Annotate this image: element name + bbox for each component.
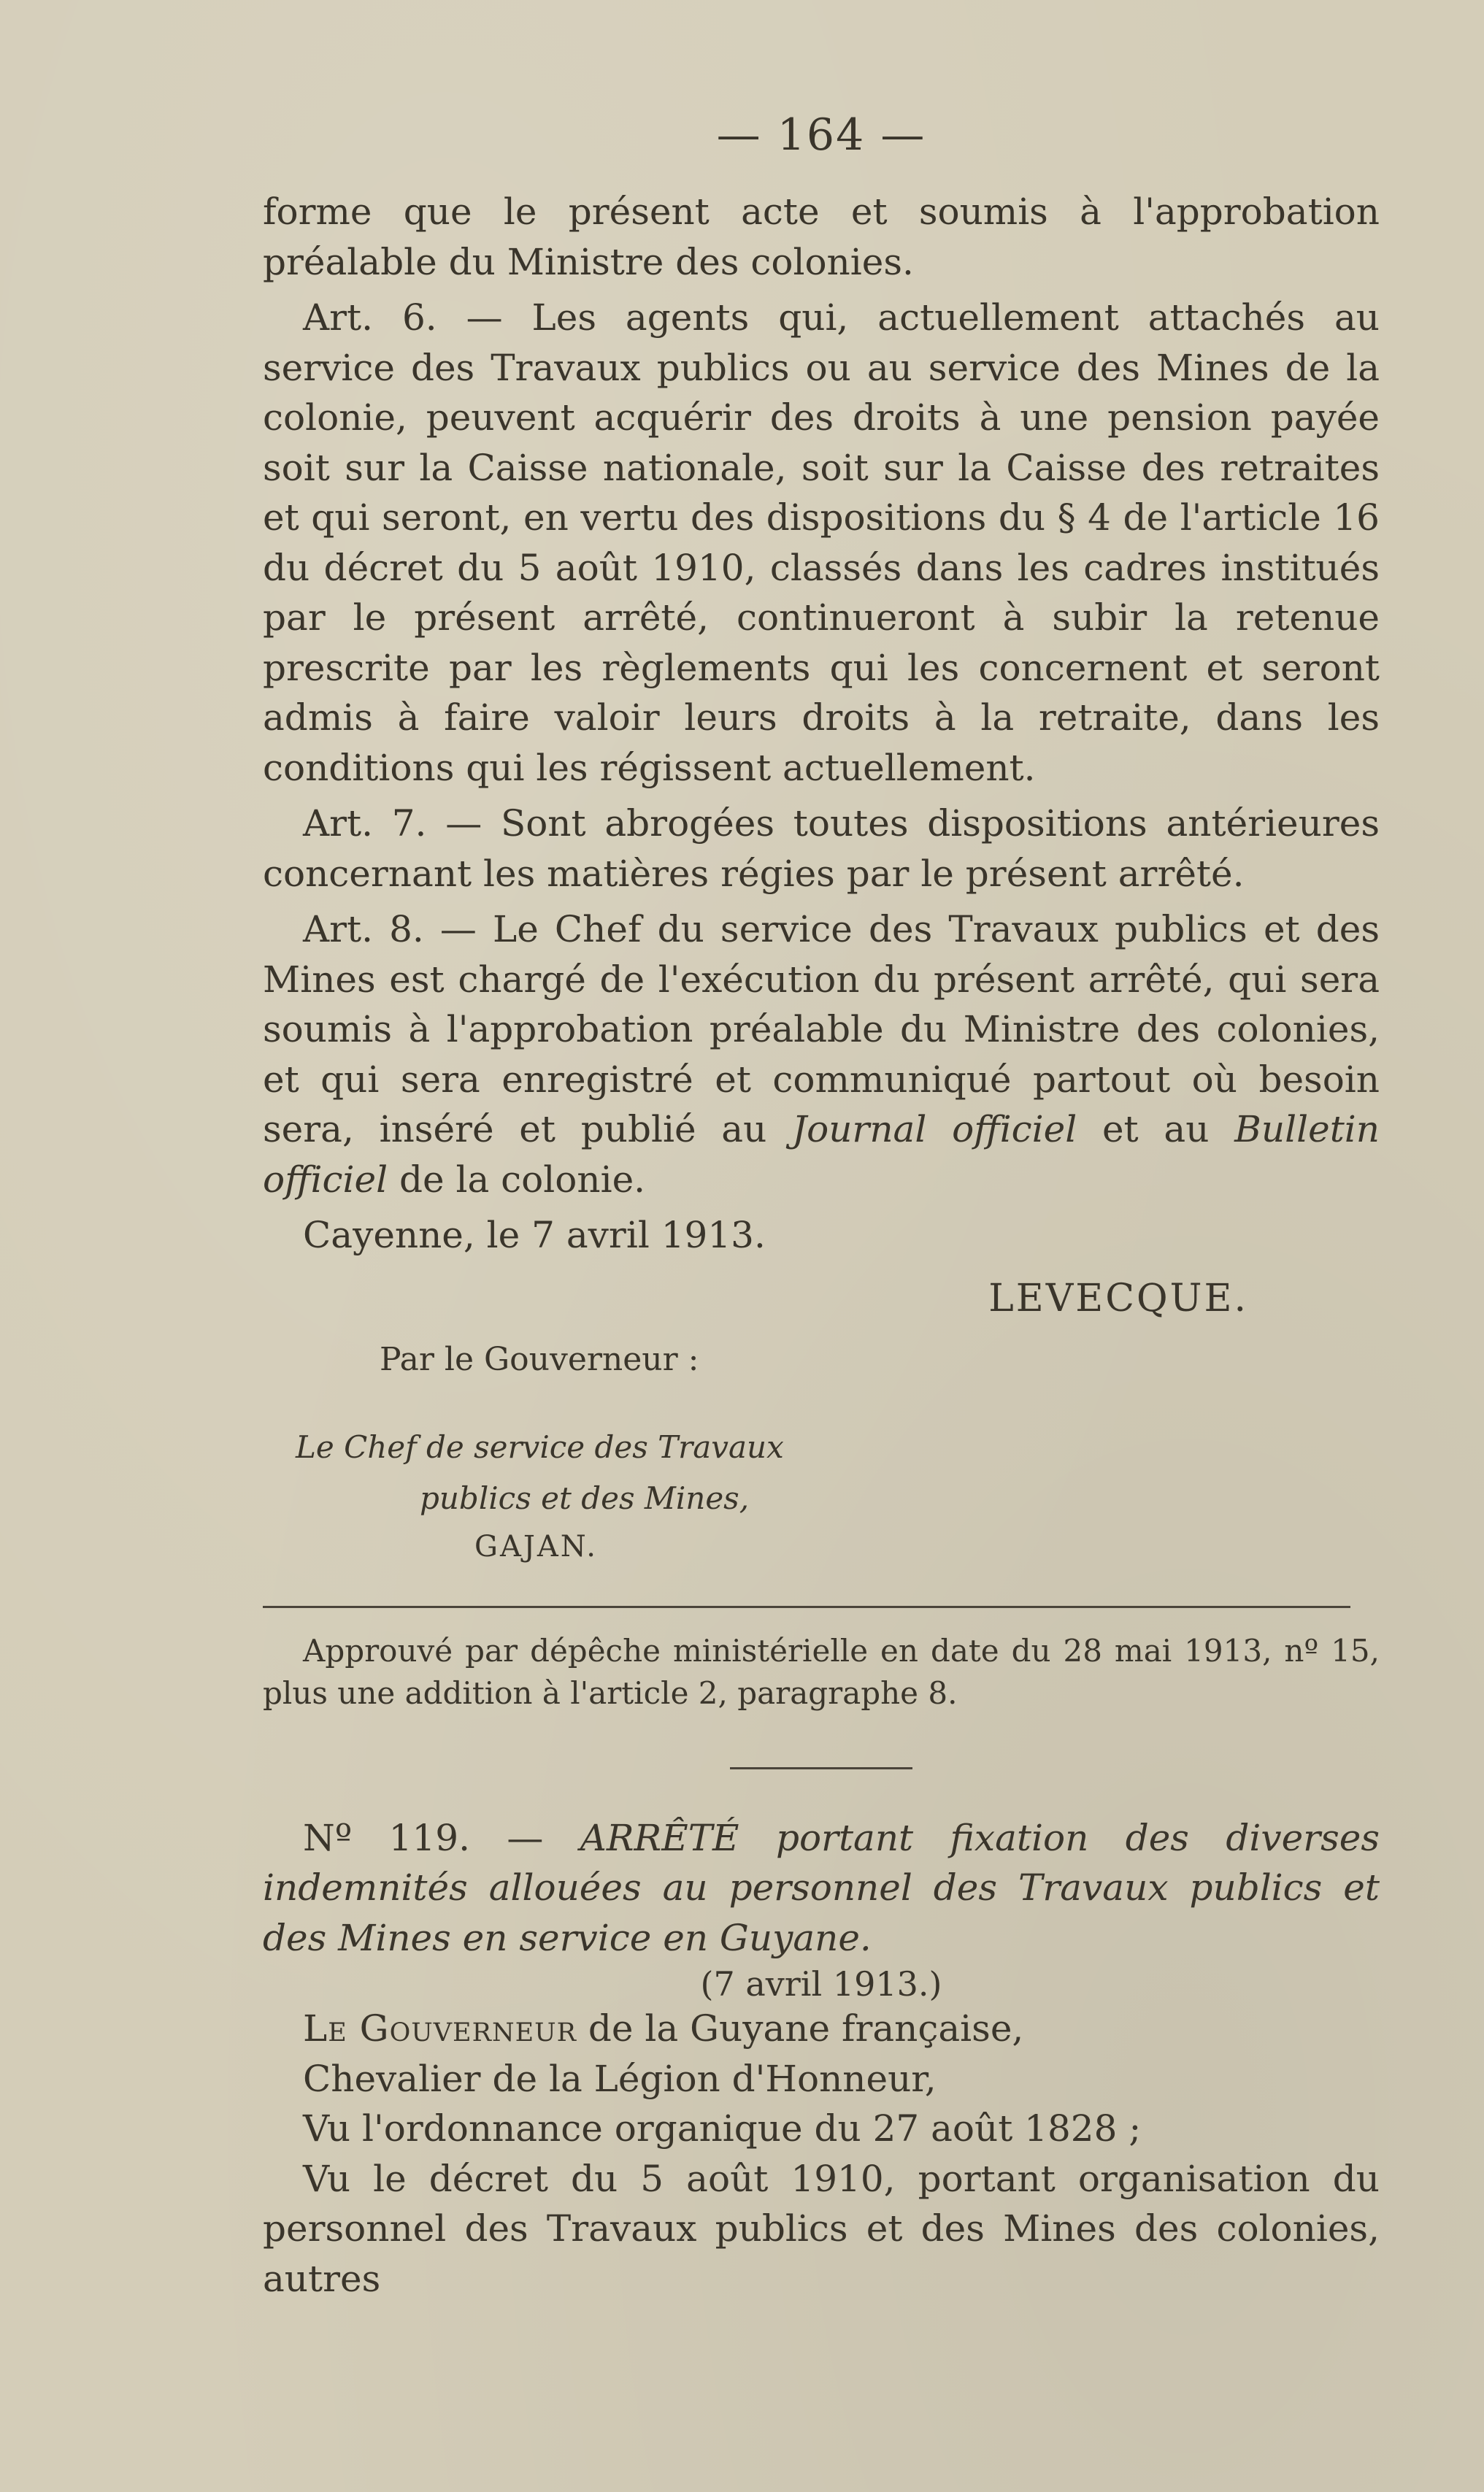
place-date: Cayenne, le 7 avril 1913. xyxy=(303,1214,766,1256)
gajan-signature: GAJAN. xyxy=(474,1529,598,1564)
chef-line-2: publics et des Mines, xyxy=(420,1480,750,1516)
short-separator-rule xyxy=(730,1767,912,1769)
vu-ordonnance: Vu l'ordonnance organique du 27 août 1828 ; xyxy=(303,2107,1142,2150)
article-6: Art. 6. — Les agents qui, actuellement attachés au service des Travaux publics ou au service des Mines de la colonie, peuvent acquérir des droits à une pension payée soit sur la Caisse nationale, soit sur la Caisse des retraites et qui seront, en vertu des dispositions du § 4 de l'article 16 du décret du 5 août 1910, classés dans les cadres institués par le présent arrêté, continueront à subir la retenue prescrite par les règlements qui les concernent et seront admis à faire valoir leurs droits à la retraite, dans les conditions qui les régissent actuellement. xyxy=(263,296,1380,789)
separator-rule xyxy=(263,1606,1350,1608)
gouverneur-line xyxy=(263,2004,1380,2054)
chef-de-service xyxy=(296,1422,1380,1524)
signature: LEVECQUE. xyxy=(988,1276,1248,1320)
article-8-text-c: de la colonie. xyxy=(388,1158,646,1201)
decree-title: ARRÊTÉ portant fixation des diverses indemnités allouées au personnel des Travaux publics et des Mines en service en Guyane. xyxy=(263,1816,1380,1959)
decree-number: Nº 119. — xyxy=(303,1816,580,1859)
page-number: — 164 — xyxy=(716,109,926,161)
journal-officiel: Journal officiel xyxy=(792,1108,1077,1150)
gouverneur-smallcaps: Le Gouverneur xyxy=(303,2007,577,2050)
article-7: Art. 7. — Sont abrogées toutes dispositions antérieures concernant les matières régies par le présent arrêté. xyxy=(263,802,1380,895)
chevalier-line: Chevalier de la Légion d'Honneur, xyxy=(303,2057,937,2100)
par-le-gouverneur: Par le Gouverneur : xyxy=(380,1340,699,1378)
vu-decret: Vu le décret du 5 août 1910, portant organisation du personnel des Travaux publics et des Mines des colonies, autres xyxy=(263,2157,1380,2300)
page-content xyxy=(263,109,1380,2304)
decree-heading xyxy=(263,1813,1380,1964)
chef-line-1: Le Chef de service des Travaux xyxy=(296,1428,784,1465)
bulletin-officiel: Bulletin officiel xyxy=(263,1108,1380,1201)
approval-note: Approuvé par dépêche ministérielle en date du 28 mai 1913, nº 15, plus une addition à l'article 2, paragraphe 8. xyxy=(263,1632,1380,1711)
gouverneur-rest: de la Guyane française, xyxy=(576,2007,1024,2050)
intro-paragraph: forme que le présent acte et soumis à l'approbation préalable du Ministre des colonies. xyxy=(263,191,1380,283)
decree-date: (7 avril 1913.) xyxy=(700,1964,942,2004)
article-8 xyxy=(263,904,1380,1204)
article-8-text-a: Art. 8. — Le Chef du service des Travaux publics et des Mines est chargé de l'exécution du présent arrêté, qui sera soumis à l'approbation préalable du Ministre des colonies, et qui sera enregistré et communiqué partout où besoin sera, inséré et publié au xyxy=(263,908,1380,1150)
article-8-text-b: et au xyxy=(1077,1108,1235,1150)
